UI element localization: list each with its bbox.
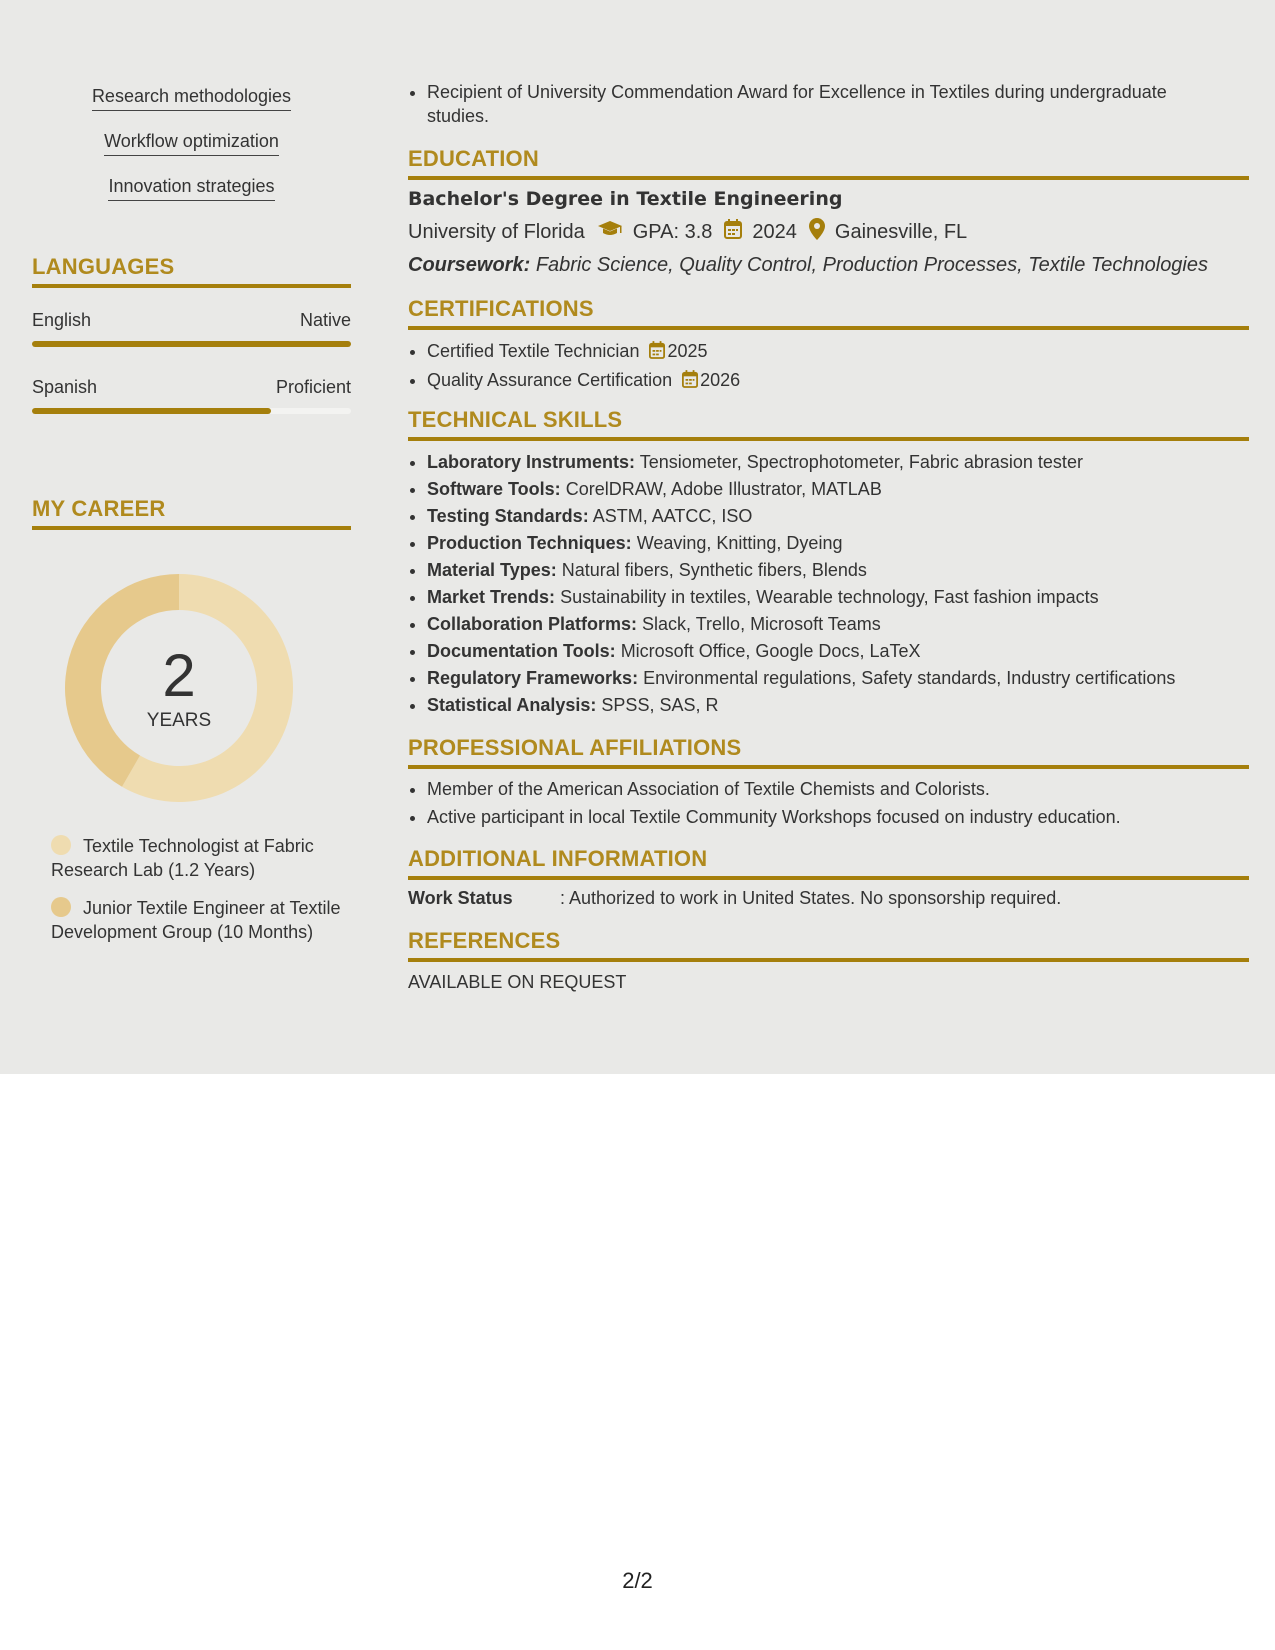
school-name: University of Florida	[408, 220, 585, 243]
skill-key: Software Tools:	[427, 479, 561, 499]
education-meta	[408, 218, 1249, 246]
skill-value: SPSS, SAS, R	[601, 695, 719, 715]
skill-item	[427, 476, 1249, 503]
career-section	[32, 496, 351, 942]
legend-label: Junior Textile Engineer at Textile Development Group (10 Months)	[51, 898, 341, 942]
skill-key: Market Trends:	[427, 587, 556, 607]
certification-name: Quality Assurance Certification	[427, 370, 673, 390]
section-title-skills: TECHNICAL SKILLS	[408, 407, 1249, 441]
affiliation-item: • Active participant in local Textile Community Workshops focused on industry education.	[427, 803, 1249, 831]
graduation-cap-icon	[597, 220, 623, 244]
section-title-education: EDUCATION	[408, 146, 1249, 180]
graduation-year: 2024	[752, 220, 797, 243]
skill-item	[427, 503, 1249, 530]
skill-value: ASTM, AATCC, ISO	[592, 506, 753, 526]
section-title-references: REFERENCES	[408, 928, 1249, 962]
school-location: Gainesville, FL	[834, 220, 968, 243]
award-bullet	[408, 80, 1208, 128]
gpa: GPA: 3.8	[632, 220, 713, 243]
skill-value: Tensiometer, Spectrophotometer, Fabric abrasion tester	[639, 452, 1083, 472]
interests-list	[32, 86, 351, 221]
skill-value: Slack, Trello, Microsoft Teams	[642, 614, 881, 634]
language-item	[32, 310, 351, 347]
languages-section	[32, 254, 351, 414]
coursework-text: Fabric Science, Quality Control, Production Processes, Textile Technologies	[535, 254, 1208, 276]
legend-dot	[51, 835, 71, 855]
technical-skills-section	[408, 407, 1249, 719]
certification-name: Certified Textile Technician	[427, 341, 640, 361]
degree-title: Bachelor's Degree in Textile Engineering	[408, 188, 843, 210]
language-level: Proficient	[275, 377, 351, 397]
education-section	[408, 146, 1249, 277]
page-number: 2/2	[622, 1568, 653, 1593]
certification-year: 2025	[667, 341, 708, 361]
skill-item	[427, 638, 1249, 665]
references-text: AVAILABLE ON REQUEST	[408, 972, 627, 992]
skill-item	[427, 449, 1249, 476]
language-bar-fill	[32, 341, 351, 347]
location-pin-icon	[809, 218, 825, 246]
award-text: • Recipient of University Commendation Award for Excellence in Textiles during undergraduate studies.	[427, 80, 1208, 128]
calendar-icon	[682, 369, 698, 396]
calendar-icon	[724, 219, 742, 245]
coursework	[408, 254, 1249, 277]
skill-item	[427, 557, 1249, 584]
references-section	[408, 928, 1249, 993]
skill-key: Production Techniques:	[427, 533, 632, 553]
career-total-unit: YEARS	[146, 710, 212, 731]
skill-key: Collaboration Platforms:	[427, 614, 638, 634]
work-status	[408, 888, 1249, 909]
additional-info-section	[408, 846, 1249, 909]
skill-value: Environmental regulations, Safety standards, Industry certifications	[643, 668, 1176, 688]
language-bar-track	[32, 341, 351, 347]
interest-item[interactable]: Innovation strategies	[108, 176, 274, 201]
certifications-section	[408, 296, 1249, 396]
section-title-additional: ADDITIONAL INFORMATION	[408, 846, 1249, 880]
skill-value: Weaving, Knitting, Dyeing	[636, 533, 843, 553]
section-title-affiliations: PROFESSIONAL AFFILIATIONS	[408, 735, 1249, 769]
skill-item	[427, 665, 1249, 692]
legend-label: Textile Technologist at Fabric Research Lab (1.2 Years)	[51, 836, 314, 880]
section-title-certifications: CERTIFICATIONS	[408, 296, 1249, 330]
skill-key: Material Types:	[427, 560, 557, 580]
career-legend	[51, 834, 341, 958]
calendar-icon	[649, 340, 665, 367]
language-bar-fill	[32, 408, 271, 414]
certification-item	[427, 367, 1249, 396]
skill-key: Regulatory Frameworks:	[427, 668, 639, 688]
language-name: Spanish	[32, 377, 98, 397]
language-name: English	[32, 310, 92, 330]
work-status-value: : Authorized to work in United States. No sponsorship required.	[560, 888, 1062, 908]
skill-key: Laboratory Instruments:	[427, 452, 636, 472]
career-total-years: 2	[162, 642, 196, 709]
section-title-languages: LANGUAGES	[32, 254, 351, 288]
skill-item	[427, 584, 1249, 611]
language-item	[32, 377, 351, 414]
affiliation-item: • Member of the American Association of Textile Chemists and Colorists.	[427, 775, 1249, 803]
skill-item	[427, 692, 1249, 719]
skill-item	[427, 530, 1249, 557]
interest-item[interactable]: Workflow optimization	[104, 131, 279, 156]
interest-item[interactable]: Research methodologies	[92, 86, 291, 111]
language-level: Native	[299, 310, 351, 330]
language-bar-track	[32, 408, 351, 414]
legend-item	[51, 834, 341, 882]
skill-value: Sustainability in textiles, Wearable technology, Fast fashion impacts	[560, 587, 1099, 607]
coursework-label: Coursework:	[408, 254, 531, 276]
skill-value: Microsoft Office, Google Docs, LaTeX	[620, 641, 921, 661]
skill-key: Testing Standards:	[427, 506, 589, 526]
work-status-label: Work Status	[408, 888, 513, 908]
section-title-career: MY CAREER	[32, 496, 351, 530]
skill-value: CorelDRAW, Adobe Illustrator, MATLAB	[565, 479, 882, 499]
skill-value: Natural fibers, Synthetic fibers, Blends	[561, 560, 867, 580]
legend-dot	[51, 897, 71, 917]
affiliations-section	[408, 735, 1249, 831]
career-donut-chart	[65, 574, 293, 802]
skill-item	[427, 611, 1249, 638]
skill-key: Statistical Analysis:	[427, 695, 597, 715]
skill-key: Documentation Tools:	[427, 641, 616, 661]
certification-year: 2026	[700, 370, 741, 390]
legend-item	[51, 896, 341, 944]
certification-item	[427, 338, 1249, 367]
